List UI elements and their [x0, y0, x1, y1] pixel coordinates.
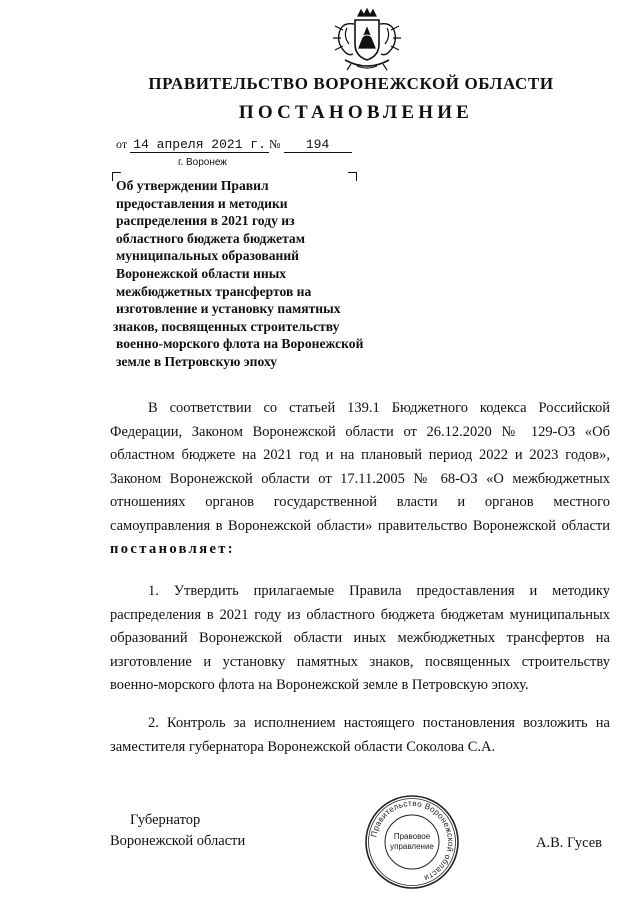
signatory-role	[110, 810, 245, 852]
item-2-paragraph	[110, 712, 610, 759]
preamble-text: В соответствии со статьей 139.1 Бюджетного кодекса Российской Федерации, Законом Воронежской области от 26.12.2020 № 129-ОЗ «Об областном бюджете на 2021 год и на плановый период 2022 и 2023 годов», Законом Воронежской области от 17.11.2005 № 68-ОЗ «О межбюджетных отношениях органов государственной власти и органов местного самоуправления в Воронежской области» правительство Воронежской области	[110, 400, 610, 534]
date-prefix: от	[116, 137, 128, 151]
coat-of-arms-icon	[331, 8, 403, 74]
item-2-text: 2. Контроль за исполнением настоящего постановления возложить на заместителя губернатора Воронежской области Соколова С.А.	[110, 715, 610, 755]
document-type: ПОСТАНОВЛЕНИЕ	[238, 102, 474, 123]
number-prefix: №	[269, 137, 281, 151]
stamp-center-line-2: управление	[390, 842, 434, 851]
subject-line: областного бюджета бюджетам	[116, 230, 305, 246]
subject-line: земле в Петровскую эпоху	[116, 353, 278, 369]
subject-line: распределения в 2021 году из	[116, 213, 295, 229]
signatory-name: А.В. Гусев	[536, 835, 602, 851]
role-line-1: Губернатор	[130, 812, 201, 828]
subject-line: муниципальных образований	[116, 248, 300, 264]
stamp-center-line-1: Правовое	[393, 832, 431, 841]
official-stamp	[363, 793, 461, 891]
date-number-line	[116, 137, 352, 153]
subject-line: Воронежской области иных	[116, 265, 287, 281]
document-date: 14 апреля 2021 г.	[130, 137, 269, 153]
role-line-2: Воронежской области	[110, 833, 246, 849]
subject-line: изготовление и установку памятных	[116, 301, 341, 317]
subject-line: межбюджетных трансфертов на	[116, 283, 312, 299]
subject-line: знаков, посвященных строительству	[113, 318, 340, 334]
document-subject	[113, 177, 406, 371]
decree-word: постановляет:	[110, 541, 236, 557]
subject-line: Об утверждении Правил	[116, 178, 269, 193]
item-1-paragraph	[110, 580, 610, 698]
city: г. Воронеж	[178, 157, 227, 168]
subject-line: военно-морского флота на Воронежской	[116, 336, 364, 352]
government-title: ПРАВИТЕЛЬСТВО ВОРОНЕЖСКОЙ ОБЛАСТИ	[148, 74, 554, 93]
subject-line: предоставления и методики	[116, 195, 288, 211]
item-1-text: 1. Утвердить прилагаемые Правила предоставления и методику распределения в 2021 году из областного бюджета бюджетам муниципальных образований Воронежской области иных межбюджетных трансфертов на изготовление и установку памятных знаков, посвященных строительству военно-морского флота на Воронежской земле в Петровскую эпоху.	[110, 583, 610, 693]
stamp-ring-text: Правительство Воронежской области	[369, 798, 456, 883]
preamble-paragraph	[110, 397, 610, 562]
document-number: 194	[284, 137, 352, 153]
